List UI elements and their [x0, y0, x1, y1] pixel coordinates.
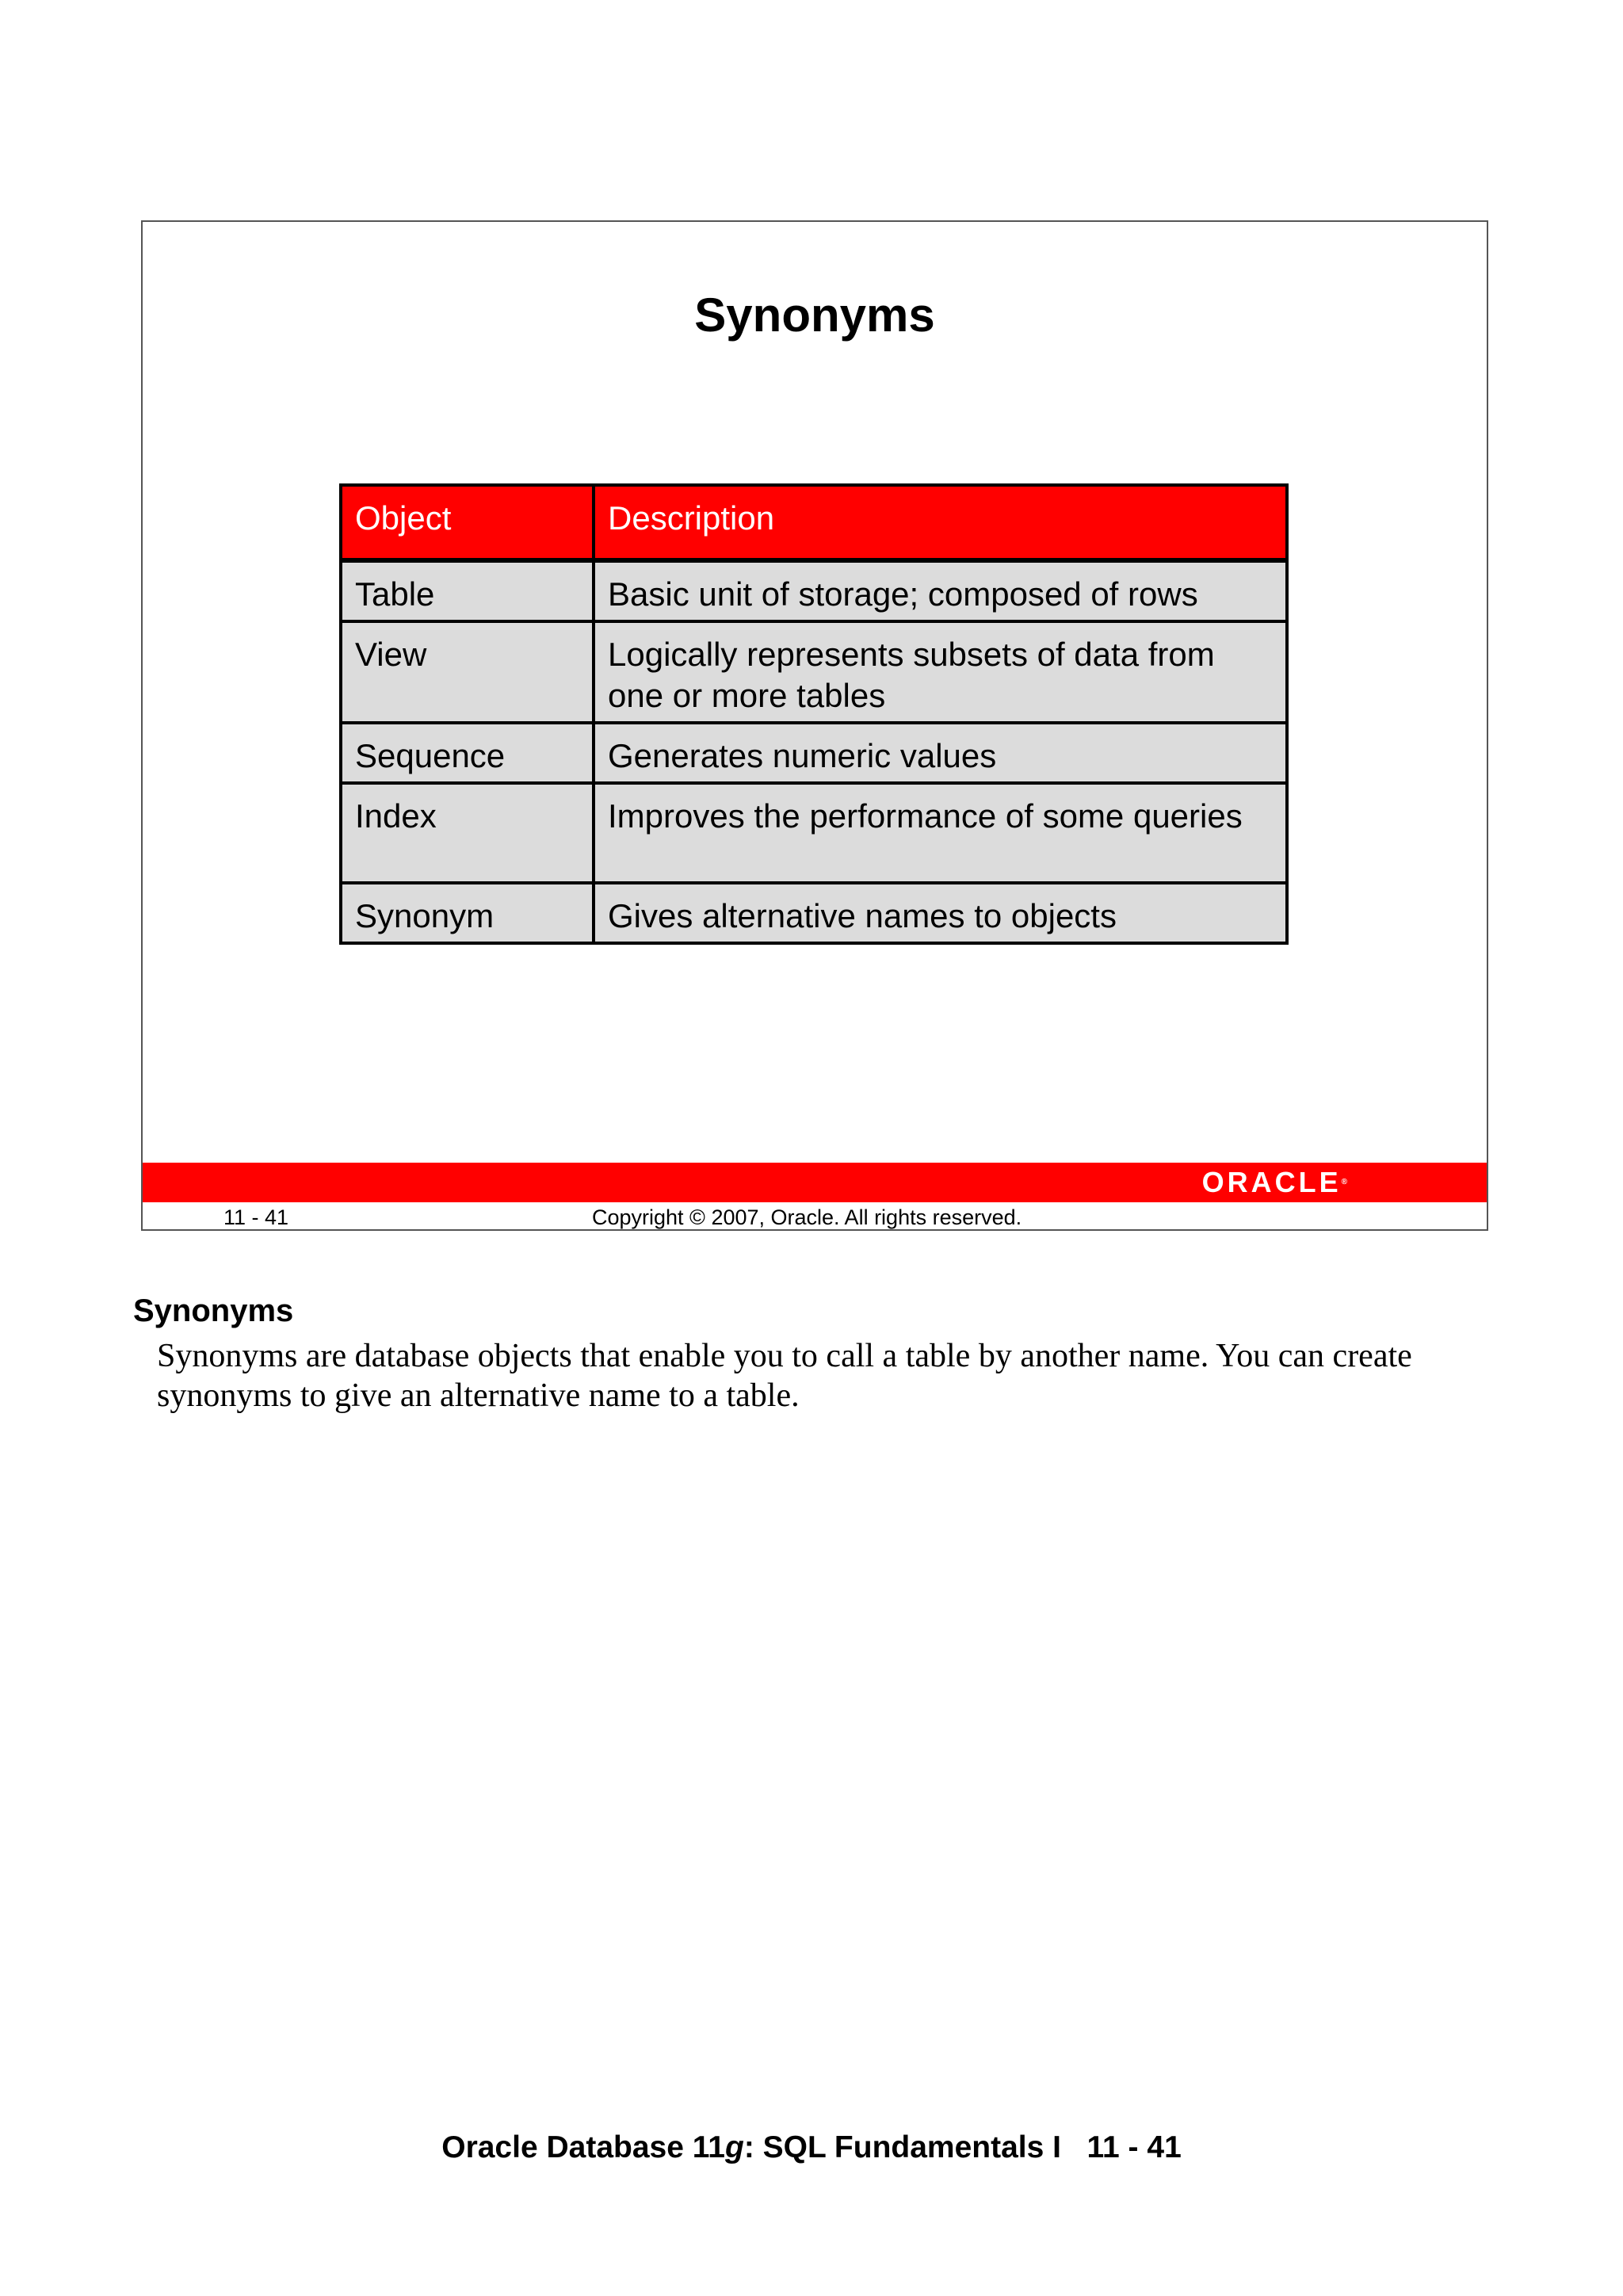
header-object: Object — [341, 485, 594, 560]
cell-object: Synonym — [341, 883, 594, 943]
footer-suffix: : SQL Fundamentals I 11 - 41 — [743, 2130, 1182, 2164]
notes-body: Synonyms are database objects that enable you to call a table by another name. You can create synonyms to give an alternative name to a table. — [157, 1338, 1412, 1414]
slide-red-bar — [143, 1163, 1487, 1202]
objects-table — [339, 483, 1289, 945]
oracle-logo-text: ORACLE — [1201, 1166, 1342, 1198]
cell-description: Logically represents subsets of data from one or more tables — [594, 621, 1287, 723]
table-header-row — [341, 485, 1287, 560]
registered-mark: ® — [1341, 1178, 1347, 1186]
notes-heading: Synonyms — [133, 1293, 294, 1328]
cell-object: View — [341, 621, 594, 723]
slide-footer — [143, 1202, 1487, 1231]
page-footer — [0, 2130, 1623, 2165]
table-row — [341, 560, 1287, 621]
slide — [141, 220, 1488, 1231]
slide-title: Synonyms — [694, 288, 935, 342]
cell-description: Improves the performance of some queries — [594, 783, 1287, 883]
footer-italic: g — [724, 2130, 744, 2164]
table-row — [341, 883, 1287, 943]
header-description: Description — [594, 485, 1287, 560]
cell-object: Index — [341, 783, 594, 883]
cell-description: Basic unit of storage; composed of rows — [594, 560, 1287, 621]
cell-description: Gives alternative names to objects — [594, 883, 1287, 943]
slide-number: 11 - 41 — [223, 1205, 289, 1229]
footer-prefix: Oracle Database 11 — [441, 2130, 725, 2164]
cell-description: Generates numeric values — [594, 723, 1287, 783]
cell-object: Sequence — [341, 723, 594, 783]
table-row — [341, 621, 1287, 723]
oracle-logo — [1201, 1166, 1347, 1198]
copyright-text: Copyright © 2007, Oracle. All rights reserved. — [592, 1205, 1022, 1229]
cell-object: Table — [341, 560, 594, 621]
table-row — [341, 783, 1287, 883]
table-row — [341, 723, 1287, 783]
